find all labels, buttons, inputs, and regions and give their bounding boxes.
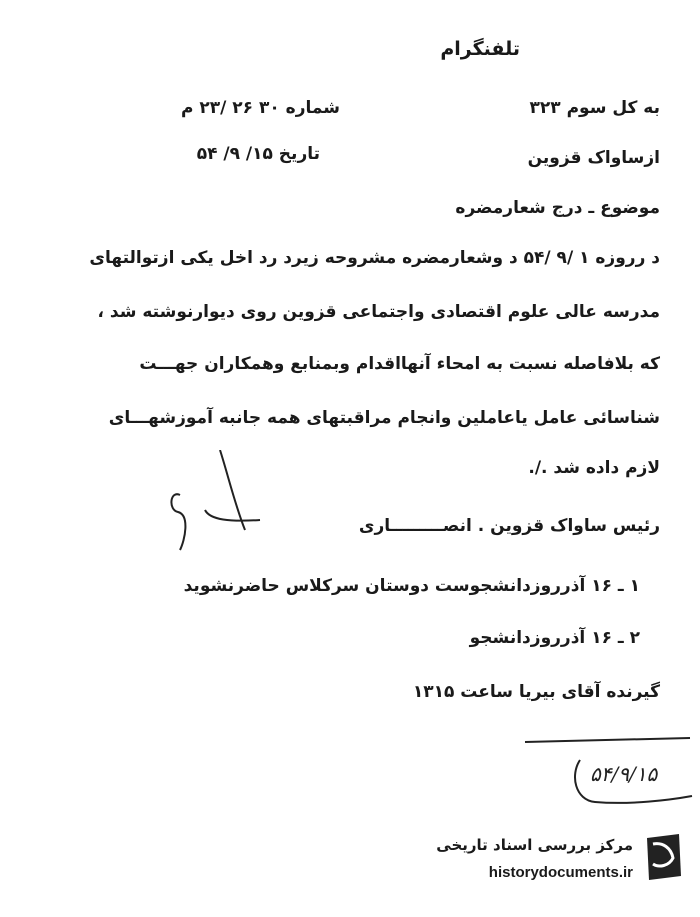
book-icon xyxy=(641,832,687,882)
sender-line: ازساواک قزوین xyxy=(527,148,660,168)
document-title: تلفنگرام xyxy=(440,38,520,60)
signature-line: رئیس ساواک قزوین . انصـــــــــاری xyxy=(358,516,660,536)
body-line: که بلافاصله نسبت به امحاء آنهااقدام وبمنابع وهمکاران جهـــت xyxy=(139,354,660,374)
body-line: شناسائی عامل یاعاملین وانجام مراقبتهای همه جانبه آموزشهـــای xyxy=(108,408,660,428)
body-line: مدرسه عالی علوم اقتصادی واجتماعی قزوین روی دیوارنوشته شد ، xyxy=(97,302,660,322)
body-line: لازم داده شد ./. xyxy=(528,458,660,478)
archive-url[interactable]: historydocuments.ir xyxy=(488,864,633,881)
handwritten-date: ۵۴/۹/۱۵ xyxy=(590,762,658,786)
document-date: تاریخ ۱۵/ ۹/ ۵۴ xyxy=(196,144,320,164)
document-number: شماره ۳۰ ۲۶ /۲۳ م xyxy=(181,98,340,118)
body-line: د رروزه ۱ /۹ /۵۴ د وشعارمضره مشروحه زیرد رد اخل یکی ازتوالتهای xyxy=(89,248,660,268)
watermark-footer xyxy=(410,826,695,896)
note-line: گیرنده آقای بیریا ساعت ۱۳۱۵ xyxy=(412,682,660,702)
signature-mark xyxy=(150,450,270,560)
note-line: ۱ ـ ۱۶ آذرروزدانشجوست دوستان سرکلاس حاضرنشوید xyxy=(183,576,640,596)
archive-name: مرکز بررسی اسناد تاریخی xyxy=(436,836,633,854)
note-line: ۲ ـ ۱۶ آذرروزدانشجو xyxy=(469,628,640,648)
recipient-line: به کل سوم ۳۲۳ xyxy=(529,98,660,118)
subject-line: موضوع ـ درج شعارمضره xyxy=(455,198,660,218)
